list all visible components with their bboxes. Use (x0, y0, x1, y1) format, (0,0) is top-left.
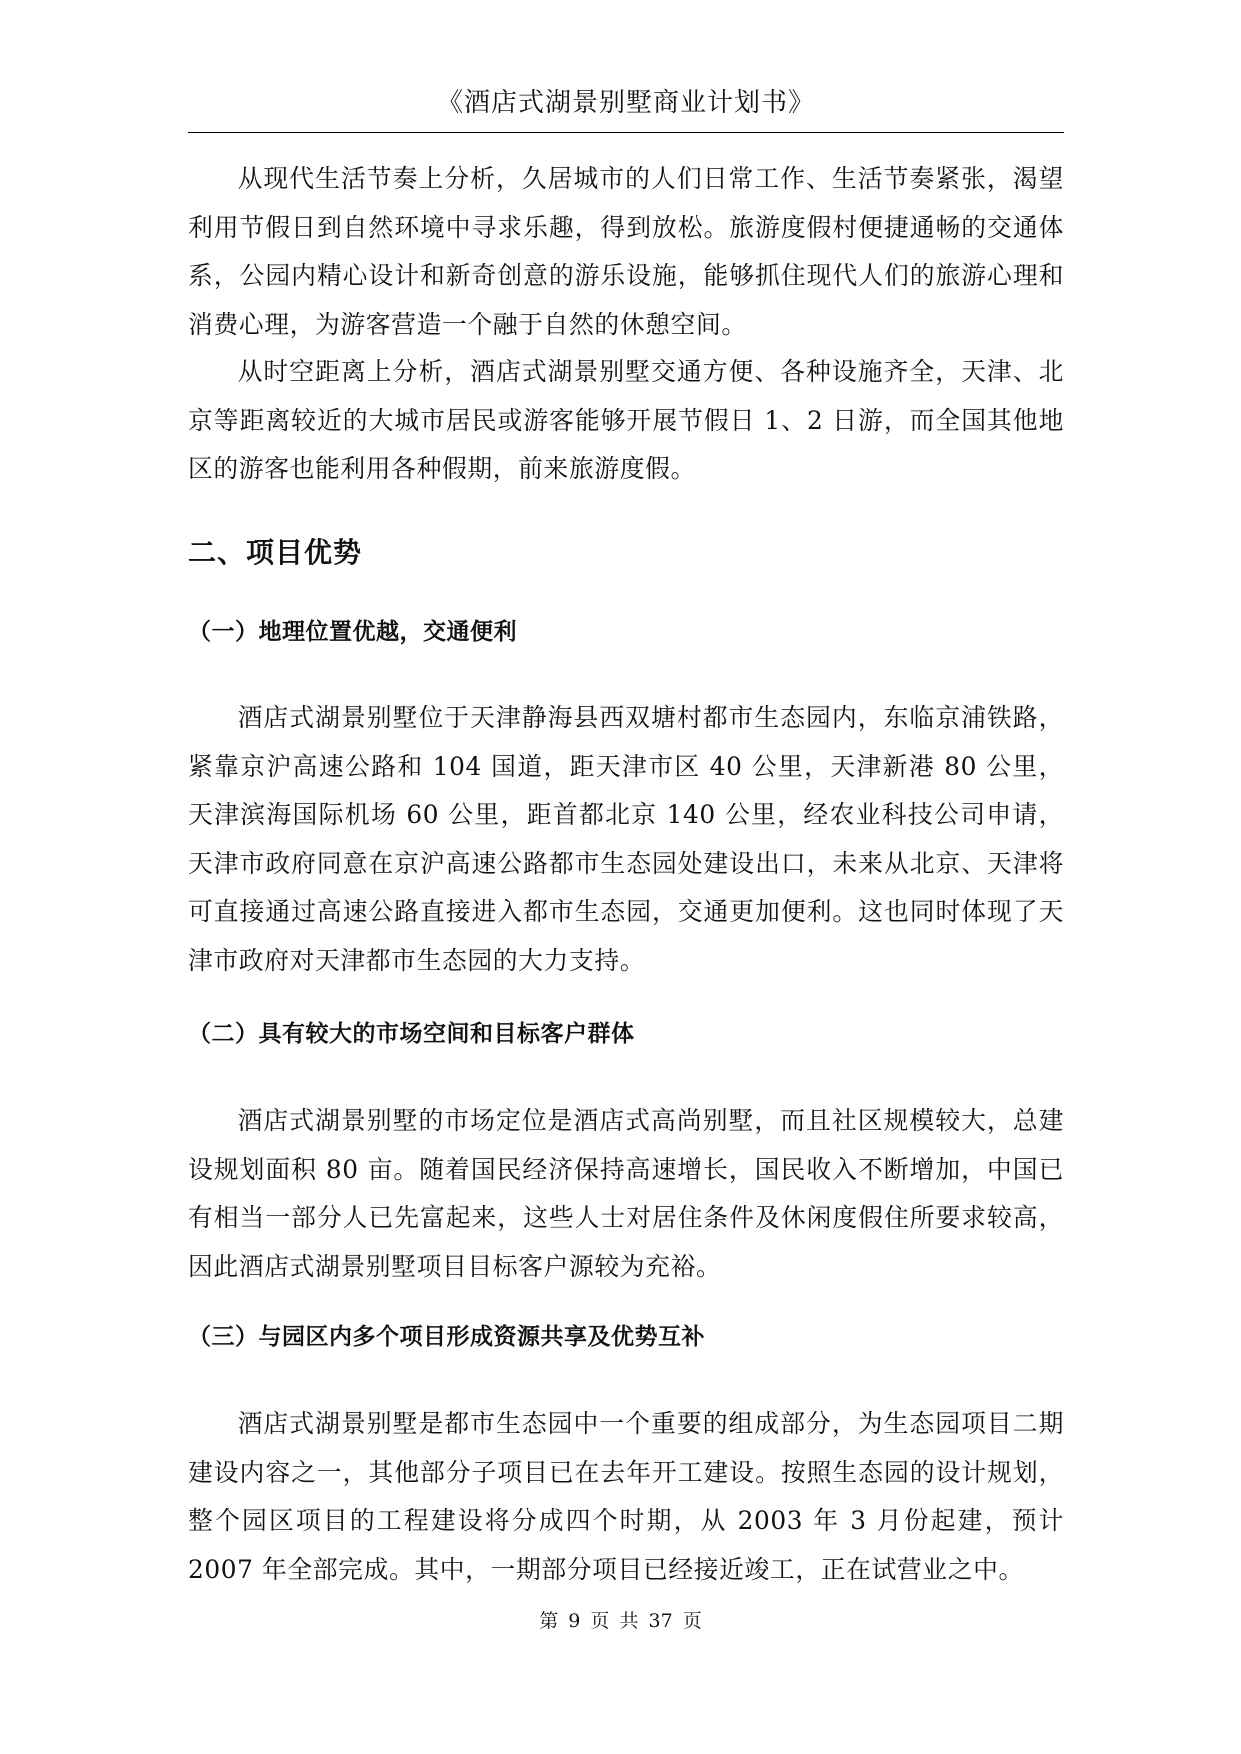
running-header: 《酒店式湖景别墅商业计划书》 (436, 88, 815, 118)
subsection-heading-3: （三）与园区内多个项目形成资源共享及优势互补 (188, 1324, 705, 1350)
subsection-heading-2: （二）具有较大的市场空间和目标客户群体 (188, 1021, 635, 1047)
intro-paragraph-2: 从时空距离上分析，酒店式湖景别墅交通方便、各种设施齐全，天津、北京等距离较近的大城市居民或游客能够开展节假日 1、2 日游，而全国其他地区的游客也能利用各种假期，前来旅游度假。 (188, 357, 1064, 483)
section-heading: 二、项目优势 (188, 536, 363, 569)
subsection-heading-1: （一）地理位置优越，交通便利 (188, 619, 517, 645)
intro-paragraph-1: 从现代生活节奏上分析，久居城市的人们日常工作、生活节奏紧张，渴望利用节假日到自然环境中寻求乐趣，得到放松。旅游度假村便捷通畅的交通体系，公园内精心设计和新奇创意的游乐设施，能够抓住现代人们的旅游心理和消费心理，为游客营造一个融于自然的休憩空间。 (188, 164, 1064, 339)
header-rule (188, 132, 1064, 133)
subsection-paragraph-1: 酒店式湖景别墅位于天津静海县西双塘村都市生态园内，东临京浦铁路，紧靠京沪高速公路和 104 国道，距天津市区 40 公里，天津新港 80 公里，天津滨海国际机场 60 公里，距首都北京 140 公里，经农业科技公司申请，天津市政府同意在京沪高速公路都市生态园处建设出口，未来从北京、天津将可直接通过高速公路直接进入都市生态园，交通更加便利。这也同时体现了天津市政府对天津都市生态园的大力支持。 (188, 703, 1064, 975)
subsection-paragraph-3: 酒店式湖景别墅是都市生态园中一个重要的组成部分，为生态园项目二期建设内容之一，其他部分子项目已在去年开工建设。按照生态园的设计规划，整个园区项目的工程建设将分成四个时期，从 2003 年 3 月份起建，预计 2007 年全部完成。其中，一期部分项目已经接近竣工，正在试营业之中。 (188, 1409, 1064, 1584)
subsection-paragraph-2: 酒店式湖景别墅的市场定位是酒店式高尚别墅，而且社区规模较大，总建设规划面积 80 亩。随着国民经济保持高速增长，国民收入不断增加，中国已有相当一部分人已先富起来，这些人士对居住条件及休闲度假住所要求较高，因此酒店式湖景别墅项目目标客户源较为充裕。 (188, 1106, 1064, 1281)
page-number-footer: 第 9 页 共 37 页 (539, 1610, 702, 1632)
